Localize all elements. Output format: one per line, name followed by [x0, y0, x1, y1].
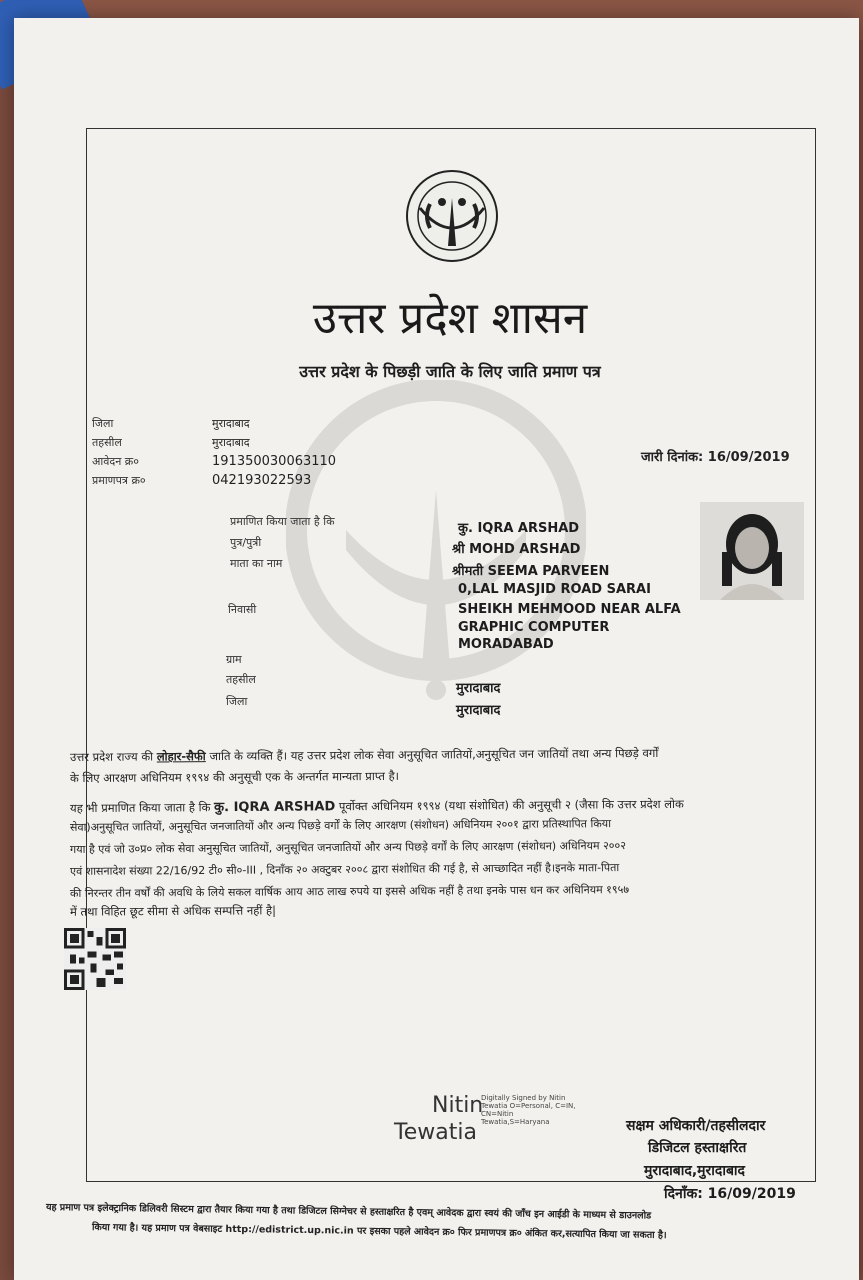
address-line: MORADABAD: [458, 637, 554, 652]
authority-location: मुरादाबाद,मुरादाबाद: [644, 1163, 745, 1179]
mother-name-label: माता का नाम: [230, 557, 283, 570]
address-line: 0,LAL MASJID ROAD SARAI: [458, 582, 651, 597]
signature-last-name: Tewatia: [394, 1120, 477, 1145]
application-number-value: 191350030063110: [212, 454, 337, 469]
father-name: श्री MOHD ARSHAD: [452, 542, 581, 557]
up-government-emblem-icon: [404, 168, 500, 264]
authority-title: सक्षम अधिकारी/तहसीलदार: [626, 1118, 766, 1134]
body-line: गया है एवं जो उ०प्र० लोक सेवा अनुसूचित जातियों, अनुसूचित जनजातियों और अन्य पिछड़े वर्गों के लिए आरक्षण (संशोधन) अधिनियम २००२: [69, 839, 626, 856]
signature-first-name: Nitin: [432, 1093, 484, 1118]
applicant-photo: [700, 502, 804, 600]
footer-note: किया गया है। यह प्रमाण पत्र वेबसाइट http://edistrict.up.nic.in पर इसका पहले आवेदन क्र० फिर प्रमाणपत्र क्र० अंकित कर,सत्यापित किया जा सकता है।: [91, 1222, 667, 1242]
address-line: GRAPHIC COMPUTER: [458, 620, 610, 635]
person-district-label: जिला: [226, 695, 248, 708]
authority-date: दिनाँक: 16/09/2019: [664, 1186, 796, 1202]
person-district-value: मुरादाबाद: [456, 703, 501, 718]
qr-code-icon: [64, 926, 126, 992]
resident-label: निवासी: [228, 603, 257, 616]
issue-date: जारी दिनांक: 16/09/2019: [641, 450, 790, 465]
body-line: उत्तर प्रदेश राज्य की लोहार-सैफी जाति के व्यक्ति हैं। यह उत्तर प्रदेश लोक सेवा अनुसूचित जातियों,अनुसूचित जन जातियों तथा अन्य पिछड़े वर्गों: [69, 745, 659, 765]
digital-signature-note: Digitally Signed by Nitin Tewatia O=Personal, C=IN, CN=Nitin Tewatia,S=Haryana: [481, 1094, 576, 1126]
certified-label: प्रमाणित किया जाता है कि: [230, 515, 335, 528]
tehsil-label: तहसील: [92, 436, 122, 449]
body-line: में तथा विहित छूट सीमा से अधिक सम्पत्ति नहीं है|: [69, 903, 276, 919]
body-line: यह भी प्रमाणित किया जाता है कि कु. IQRA ARSHAD पूर्वोक्त अधिनियम १९९४ (यथा संशोधित) की अनुसूची २ (जैसा कि उत्तर प्रदेश लोक: [69, 796, 684, 816]
certificate-number-value: 042193022593: [212, 473, 312, 488]
body-line: सेवा)अनुसूचित जातियों, अनुसूचित जनजातियों और अन्य पिछड़े वर्गों के लिए आरक्षण (संशोधन) अधिनियम २००१ द्वारा प्रतिस्थापित किया: [69, 817, 612, 834]
child-of-label: पुत्र/पुत्री: [230, 536, 262, 549]
application-number-label: आवेदन क्र०: [92, 455, 139, 468]
applicant-name: कु. IQRA ARSHAD: [458, 521, 580, 536]
mother-name: श्रीमती SEEMA PARVEEN: [452, 564, 610, 579]
caste-name: लोहार-सैफी: [156, 749, 206, 764]
body-applicant-name: कु. IQRA ARSHAD: [214, 799, 336, 816]
person-tehsil-label: तहसील: [226, 673, 256, 686]
body-line: की निरन्तर तीन वर्षों की अवधि के लिये सकल वार्षिक आय आठ लाख रुपये या इससे अधिक नहीं है तथा इनके पास धन कर अधिनियम १९५७: [69, 883, 630, 900]
certificate-subtitle: उत्तर प्रदेश के पिछड़ी जाति के लिए जाति प्रमाण पत्र: [299, 362, 601, 381]
district-label: जिला: [92, 417, 114, 430]
page-title: उत्तर प्रदेश शासन: [312, 293, 588, 344]
district-value: मुरादाबाद: [212, 417, 250, 430]
portrait-image: [700, 502, 804, 600]
person-tehsil-value: मुरादाबाद: [456, 681, 501, 696]
village-label: ग्राम: [226, 653, 242, 666]
certificate-number-label: प्रमाणपत्र क्र०: [92, 474, 146, 487]
body-line: एवं शासनादेश संख्या 22/16/92 टी० सी०-III , दिनाँक २० अक्टुबर २००८ द्वारा संशोधित की गई है, से आच्छादित नहीं है।इनके माता-पिता: [69, 861, 620, 878]
tehsil-value: मुरादाबाद: [212, 436, 250, 449]
digitally-signed-label: डिजिटल हस्ताक्षरित: [648, 1140, 747, 1156]
body-line: के लिए आरक्षण अधिनियम १९९४ की अनुसूची एक के अन्तर्गत मान्यता प्राप्त है।: [69, 768, 400, 786]
footer-note: यह प्रमाण पत्र इलेक्ट्रानिक डिलिवरी सिस्टम द्वारा तैयार किया गया है तथा डिजिटल सिग्नेचर से हस्ताक्षरित है एवम् आवेदक द्वारा स्वयं की जाँच इन आईडी के माध्यम से डाउनलोड: [45, 1202, 652, 1222]
address-line: SHEIKH MEHMOOD NEAR ALFA: [458, 602, 681, 617]
